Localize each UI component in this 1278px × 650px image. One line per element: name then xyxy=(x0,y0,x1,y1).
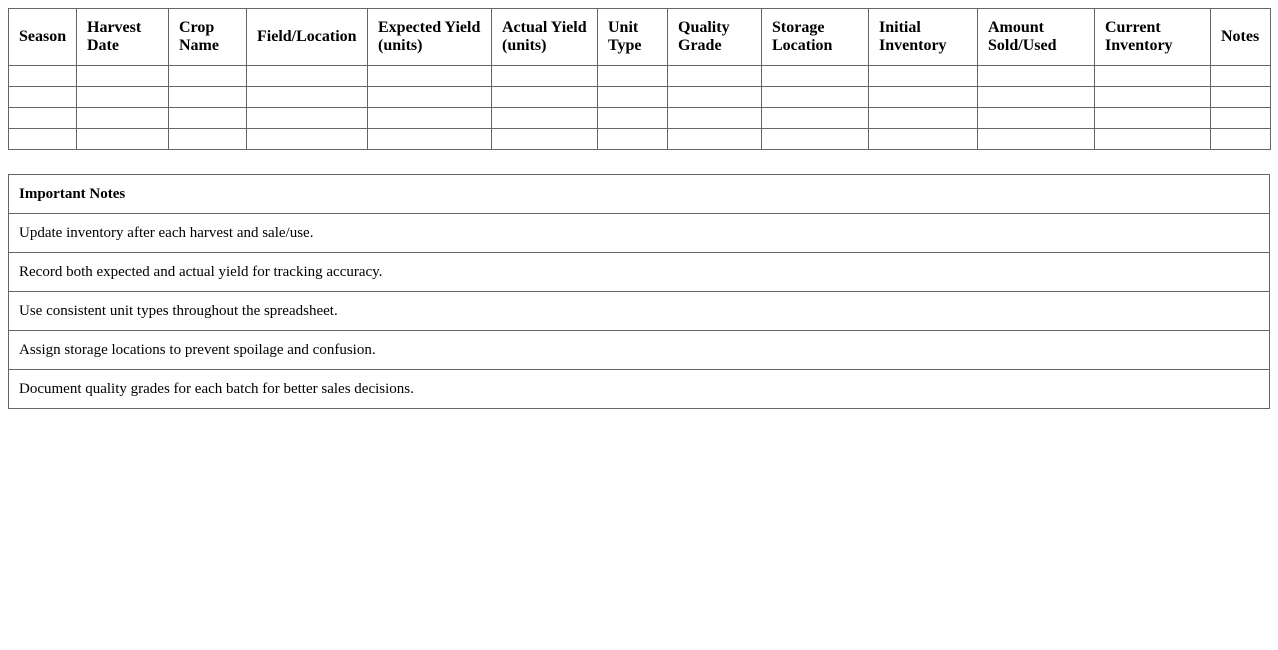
table-cell[interactable] xyxy=(9,108,77,129)
table-cell[interactable] xyxy=(9,66,77,87)
table-cell[interactable] xyxy=(598,108,668,129)
table-cell[interactable] xyxy=(492,129,598,150)
table-cell[interactable] xyxy=(598,87,668,108)
table-cell[interactable] xyxy=(169,66,247,87)
table-cell[interactable] xyxy=(77,108,169,129)
table-cell[interactable] xyxy=(247,66,368,87)
table-cell[interactable] xyxy=(169,129,247,150)
table-cell[interactable] xyxy=(1211,129,1271,150)
table-cell[interactable] xyxy=(978,108,1095,129)
table-cell[interactable] xyxy=(668,108,762,129)
table-cell[interactable] xyxy=(1095,66,1211,87)
table-cell[interactable] xyxy=(869,66,978,87)
table-cell[interactable] xyxy=(1211,66,1271,87)
column-header-storage-location: Storage Location xyxy=(762,9,869,66)
table-cell[interactable] xyxy=(668,87,762,108)
table-cell[interactable] xyxy=(668,129,762,150)
note-text: Assign storage locations to prevent spoilage and confusion. xyxy=(9,331,1270,370)
table-cell[interactable] xyxy=(762,108,869,129)
column-header-unit-type: Unit Type xyxy=(598,9,668,66)
table-cell[interactable] xyxy=(77,87,169,108)
column-header-current-inventory: Current Inventory xyxy=(1095,9,1211,66)
table-cell[interactable] xyxy=(978,87,1095,108)
harvest-inventory-table xyxy=(8,8,1271,150)
table-cell[interactable] xyxy=(1211,87,1271,108)
table-cell[interactable] xyxy=(762,87,869,108)
note-text: Update inventory after each harvest and sale/use. xyxy=(9,214,1270,253)
table-cell[interactable] xyxy=(368,87,492,108)
inventory-sheet xyxy=(8,8,1270,409)
table-cell[interactable] xyxy=(978,129,1095,150)
column-header-season: Season xyxy=(9,9,77,66)
table-cell[interactable] xyxy=(492,108,598,129)
table-row xyxy=(9,66,1271,87)
table-cell[interactable] xyxy=(492,66,598,87)
table-cell[interactable] xyxy=(598,129,668,150)
table-row xyxy=(9,87,1271,108)
table-cell[interactable] xyxy=(9,87,77,108)
table-cell[interactable] xyxy=(9,129,77,150)
column-header-initial-inventory: Initial Inventory xyxy=(869,9,978,66)
table-cell[interactable] xyxy=(368,108,492,129)
column-header-notes: Notes xyxy=(1211,9,1271,66)
table-cell[interactable] xyxy=(762,66,869,87)
list-item xyxy=(9,331,1270,370)
column-header-field-location: Field/Location xyxy=(247,9,368,66)
column-header-harvest-date: Harvest Date xyxy=(77,9,169,66)
table-cell[interactable] xyxy=(77,66,169,87)
table-cell[interactable] xyxy=(869,87,978,108)
table-cell[interactable] xyxy=(1095,108,1211,129)
list-item xyxy=(9,292,1270,331)
table-cell[interactable] xyxy=(1095,129,1211,150)
list-item xyxy=(9,214,1270,253)
table-cell[interactable] xyxy=(247,87,368,108)
table-cell[interactable] xyxy=(247,108,368,129)
table-cell[interactable] xyxy=(1095,87,1211,108)
table-cell[interactable] xyxy=(368,129,492,150)
column-header-actual-yield: Actual Yield (units) xyxy=(492,9,598,66)
table-cell[interactable] xyxy=(492,87,598,108)
note-text: Document quality grades for each batch for better sales decisions. xyxy=(9,370,1270,409)
column-header-quality-grade: Quality Grade xyxy=(668,9,762,66)
column-header-expected-yield: Expected Yield (units) xyxy=(368,9,492,66)
column-header-amount-sold-used: Amount Sold/Used xyxy=(978,9,1095,66)
table-cell[interactable] xyxy=(368,66,492,87)
table-row xyxy=(9,129,1271,150)
note-text: Use consistent unit types throughout the spreadsheet. xyxy=(9,292,1270,331)
table-cell[interactable] xyxy=(169,87,247,108)
important-notes-table xyxy=(8,174,1270,409)
list-item xyxy=(9,253,1270,292)
list-item xyxy=(9,370,1270,409)
table-header-row xyxy=(9,9,1271,66)
table-cell[interactable] xyxy=(762,129,869,150)
notes-title: Important Notes xyxy=(9,175,1270,214)
table-cell[interactable] xyxy=(978,66,1095,87)
table-cell[interactable] xyxy=(247,129,368,150)
table-cell[interactable] xyxy=(598,66,668,87)
table-cell[interactable] xyxy=(869,108,978,129)
table-cell[interactable] xyxy=(869,129,978,150)
table-cell[interactable] xyxy=(1211,108,1271,129)
table-cell[interactable] xyxy=(77,129,169,150)
column-header-crop-name: Crop Name xyxy=(169,9,247,66)
table-cell[interactable] xyxy=(668,66,762,87)
table-cell[interactable] xyxy=(169,108,247,129)
note-text: Record both expected and actual yield for tracking accuracy. xyxy=(9,253,1270,292)
notes-header-row xyxy=(9,175,1270,214)
table-row xyxy=(9,108,1271,129)
